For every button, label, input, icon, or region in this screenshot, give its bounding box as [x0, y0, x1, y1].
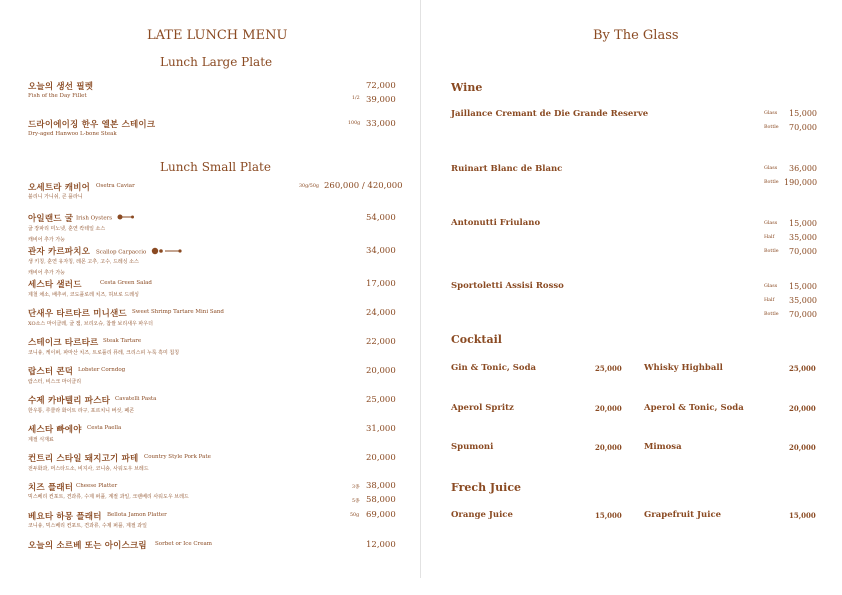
- wine-name: Antonutti Friulano: [451, 218, 541, 228]
- wine-price: 15,000: [789, 219, 817, 228]
- item-price: 25,000: [366, 395, 396, 405]
- item-desc: 코니숑, 케이퍼, 파마산 치즈, 트로플리 퓨레, 크리스피 누룩 흑미 칩칭: [28, 350, 180, 356]
- wine-price: 35,000: [789, 296, 817, 305]
- price-label: Bottle: [764, 180, 779, 185]
- price-label: Glass: [764, 221, 778, 226]
- item-price: 58,000: [366, 495, 396, 505]
- item-name-ko: 아일랜드 굴: [28, 214, 74, 224]
- item-desc: 생 키칭, 훈연 유자칭, 레몬 고추, 고수, 드레싱 소스: [28, 259, 139, 265]
- wine-price: 70,000: [789, 310, 817, 319]
- item-name-en: Sorbet or Ice Cream: [155, 541, 212, 547]
- item-desc: 믹스베리 컨포트, 견과류, 수제 퍼플, 계절 과일, 크랜베리 사워도우 브레드: [28, 494, 189, 500]
- glass-title: By The Glass: [593, 28, 679, 43]
- item-name-ko: 오늘의 소르베 또는 아이스크림: [28, 541, 147, 551]
- item-name-en: Bellota Jamon Platter: [107, 512, 167, 518]
- wine-price: 70,000: [789, 247, 817, 256]
- cocktail-name: Aperol Spritz: [451, 403, 514, 413]
- cocktail-name: Aperol & Tonic, Soda: [644, 403, 744, 413]
- wine-price: 70,000: [789, 123, 817, 132]
- item-name-ko: 수제 카바텔리 파스타: [28, 396, 111, 406]
- item-name-en: Scallop Carpaccio: [96, 247, 183, 257]
- item-price: 38,000: [366, 481, 396, 491]
- wine-name: Ruinart Blanc de Blanc: [451, 164, 563, 174]
- item-price: 24,000: [366, 308, 396, 318]
- item-name-en: Cesta Green Salad: [100, 280, 152, 286]
- item-name-ko: 베요타 하몽 플래터: [28, 512, 102, 522]
- item-name-ko: 드라이에이징 한우 엘본 스테이크: [28, 120, 156, 130]
- cocktail-price: 20,000: [789, 443, 816, 452]
- item-name-ko: 단새우 타르타르 미니샌드: [28, 309, 127, 319]
- juice-name: Orange Juice: [451, 510, 513, 520]
- large-plate-heading: Lunch Large Plate: [160, 55, 273, 69]
- recommend-icon: [151, 247, 183, 257]
- item-name-en: Irish Oysters: [76, 214, 135, 222]
- price-label: Glass: [764, 111, 778, 116]
- item-name-en: Fish of the Day Fillet: [28, 93, 87, 99]
- item-desc: 계절 식재료: [28, 437, 54, 443]
- item-name-en: Lobster Corndog: [78, 367, 126, 373]
- item-desc: 블리니 가니쉬, 콘 플라니: [28, 194, 83, 200]
- item-name-en: Country Style Pork Pate: [144, 454, 211, 460]
- price-label: Bottle: [764, 249, 779, 254]
- item-name-ko: 랍스터 콘덕: [28, 367, 74, 377]
- item-qty: 50g: [350, 513, 360, 518]
- cocktail-heading: Cocktail: [451, 333, 502, 346]
- juice-name: Grapefruit Juice: [644, 510, 722, 520]
- item-qty: 30g/50g: [299, 184, 319, 189]
- item-qty: 5종: [352, 499, 360, 504]
- item-name-en: Osetra Caviar: [96, 183, 135, 189]
- price-label: Bottle: [764, 312, 779, 317]
- item-qty: 100g: [348, 121, 361, 126]
- item-price: 12,000: [366, 540, 396, 550]
- wine-price: 35,000: [789, 233, 817, 242]
- item-desc: 캐비어 추가 가능: [28, 270, 65, 276]
- wine-price: 190,000: [784, 178, 818, 187]
- wine-heading: Wine: [451, 81, 483, 94]
- price-label: Bottle: [764, 125, 779, 130]
- item-name-en: Steak Tartare: [103, 338, 142, 344]
- item-name-ko: 치즈 플래터: [28, 483, 74, 493]
- item-price: 33,000: [366, 119, 396, 129]
- item-price: 260,000 / 420,000: [324, 181, 403, 191]
- item-price: 39,000: [366, 95, 396, 105]
- cocktail-name: Spumoni: [451, 442, 494, 452]
- item-name-ko: 관자 카르파치오: [28, 247, 91, 257]
- item-desc: 랍스터, 비스크 마이클리: [28, 379, 82, 385]
- item-name-en: Cavatelli Pasta: [115, 396, 157, 402]
- item-desc: 캐비어 추가 가능: [28, 237, 65, 243]
- item-price: 72,000: [366, 81, 396, 91]
- small-plate-heading: Lunch Small Plate: [160, 160, 271, 174]
- item-desc: 전두화과, 머스타드소, 비지사, 코니숑, 사워도우 브레드: [28, 466, 149, 472]
- item-price: 54,000: [366, 213, 396, 223]
- price-label: Half: [764, 235, 775, 240]
- cocktail-price: 20,000: [595, 404, 622, 413]
- wine-price: 15,000: [789, 109, 817, 118]
- item-name-en: Dry-aged Hanwoo L-bone Steak: [28, 131, 117, 137]
- wine-price: 15,000: [789, 282, 817, 291]
- right-page: [421, 0, 842, 595]
- juice-price: 15,000: [789, 511, 816, 520]
- item-name-en: Sweet Shrimp Tartare Mini Sand: [132, 309, 224, 315]
- cocktail-price: 20,000: [595, 443, 622, 452]
- item-price: 17,000: [366, 279, 396, 289]
- item-name-ko: 세스타 샐러드: [28, 280, 82, 290]
- item-price: 31,000: [366, 424, 396, 434]
- item-desc: 굴 장파리 미노넷, 훈연 칵테일 소스: [28, 226, 106, 232]
- item-name-ko: 세스타 빠에야: [28, 425, 82, 435]
- item-name-ko: 오세트라 캐비어: [28, 183, 91, 193]
- wine-name: Sportoletti Assisi Rosso: [451, 281, 564, 291]
- item-desc: XO소스 마이클레, 굴 잼, 브리오슈, 찹쌀 보리새우 파우더: [28, 321, 153, 327]
- item-name-ko: 오늘의 생선 필렛: [28, 82, 94, 92]
- item-desc: 한우통, 루쿨라 화이트 라구, 포르치니 버섯, 페콘: [28, 408, 135, 414]
- item-qty: 3종: [352, 485, 360, 490]
- item-qty: 1/2: [352, 96, 360, 101]
- menu-title: LATE LUNCH MENU: [147, 28, 288, 43]
- item-price: 22,000: [366, 337, 396, 347]
- juice-heading: Frech Juice: [451, 481, 522, 494]
- recommend-icon: [117, 214, 135, 222]
- item-name-ko: 스테이크 타르타르: [28, 338, 99, 348]
- wine-price: 36,000: [789, 164, 817, 173]
- price-label: Glass: [764, 284, 778, 289]
- item-name-ko: 컨트리 스타일 돼지고기 파테: [28, 454, 139, 464]
- price-label: Glass: [764, 166, 778, 171]
- cocktail-price: 25,000: [595, 364, 622, 373]
- item-price: 34,000: [366, 246, 396, 256]
- cocktail-name: Gin & Tonic, Soda: [451, 363, 537, 373]
- cocktail-name: Mimosa: [644, 442, 682, 452]
- cocktail-price: 20,000: [789, 404, 816, 413]
- item-name-en: Cesta Paella: [87, 425, 122, 431]
- left-page: [0, 0, 420, 595]
- cocktail-name: Whisky Highball: [644, 363, 723, 373]
- price-label: Half: [764, 298, 775, 303]
- cocktail-price: 25,000: [789, 364, 816, 373]
- juice-price: 15,000: [595, 511, 622, 520]
- item-price: 20,000: [366, 366, 396, 376]
- item-name-en: Cheese Platter: [76, 483, 118, 489]
- item-desc: 제철 채소, 배추씨, 코도플로레 치즈, 허브로 드레싱: [28, 292, 139, 298]
- item-desc: 코니숑, 믹스베리 컨포트, 견과류, 수제 퍼플, 계절 과일: [28, 523, 147, 529]
- wine-name: Jaillance Cremant de Die Grande Reserve: [451, 109, 649, 119]
- item-price: 20,000: [366, 453, 396, 463]
- item-price: 69,000: [366, 510, 396, 520]
